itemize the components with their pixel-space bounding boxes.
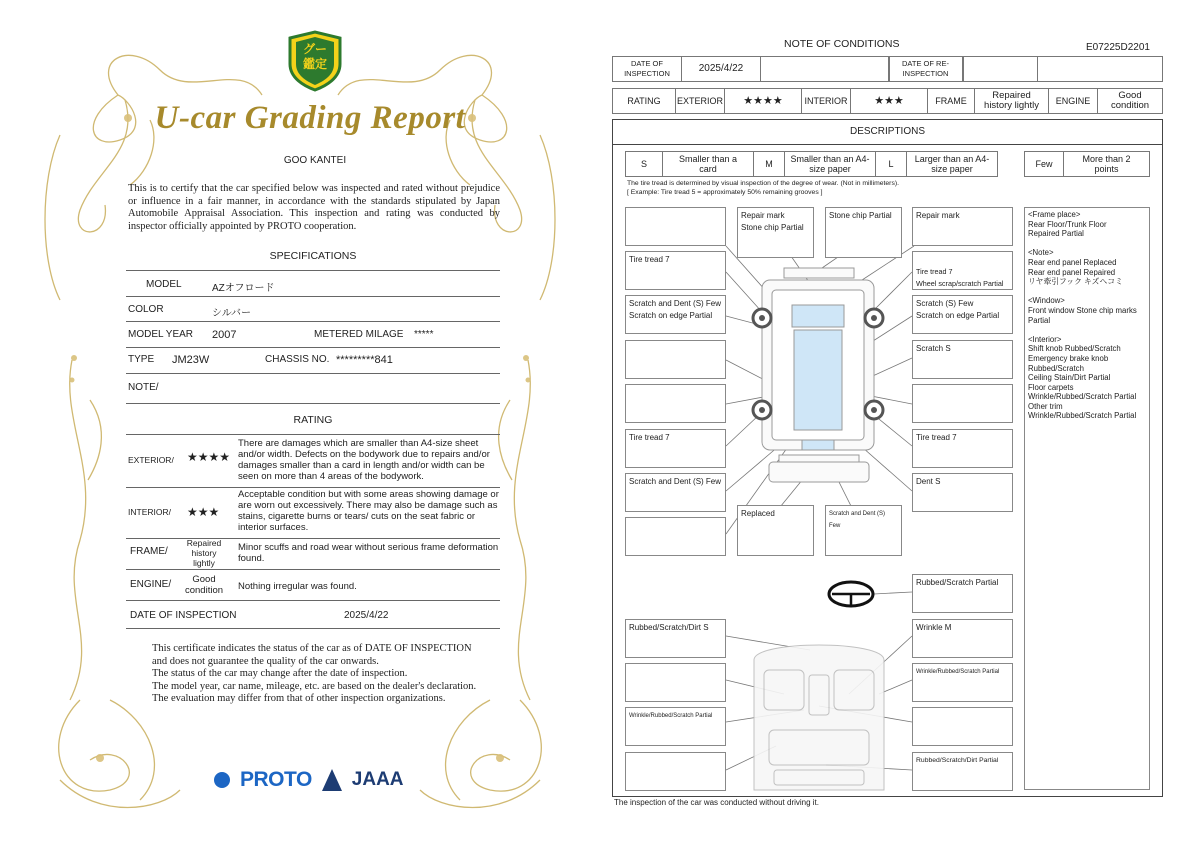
damage-box-left-1: Tire tread 7	[625, 251, 726, 290]
type-value: JM23W	[172, 354, 210, 366]
model-label: MODEL	[146, 279, 182, 290]
engine-description: Nothing irregular was found.	[238, 581, 357, 592]
damage-box-top-mid-2: Stone chip Partial	[825, 207, 902, 258]
goo-kantei-badge	[286, 30, 344, 92]
certificate-subtitle: GOO KANTEI	[283, 155, 347, 166]
chassis-label: CHASSIS NO.	[265, 354, 330, 365]
interior-box-right-4: Rubbed/Scratch/Dirt Partial	[912, 752, 1013, 791]
steering-wheel-icon	[829, 582, 873, 606]
date-of-inspection-label: DATE OF INSPECTION	[130, 610, 237, 621]
legend-s-text: Smaller than a card	[662, 151, 754, 177]
badge-text: グー 鑑定	[302, 42, 327, 71]
damage-box-left-4	[625, 384, 726, 423]
damage-box-right-3: Scratch S	[912, 340, 1013, 379]
rating-label: RATING	[612, 88, 676, 114]
interior-box-right-1: Wrinkle M	[912, 619, 1013, 658]
damage-box-left-3	[625, 340, 726, 379]
interior-box-steering: Rubbed/Scratch Partial	[912, 574, 1013, 613]
damage-box-right-1-text: Tire tread 7 Wheel scrap/scratch Partial	[916, 267, 1004, 288]
color-value: シルバー	[212, 308, 252, 319]
tire-note-2: [ Example: Tire tread 5 = approximately 50% remaining grooves ]	[627, 189, 823, 196]
certificate-title: U-car Grading Report	[154, 100, 466, 136]
descriptions-label: DESCRIPTIONS	[612, 119, 1163, 145]
legend-few-text: More than 2 points	[1063, 151, 1150, 177]
frame-description: Minor scuffs and road wear without serious frame deformation found.	[238, 542, 499, 564]
notes-panel-text: <Frame place> Rear Floor/Trunk Floor Repaired Partial <Note> Rear end panel Replaced Rear end panel Repaired リヤ牽引フック キズヘコミ <Window> Front window Stone chip marks Partial <Interior> Shift knob Rubbed/Scratch Emergency brake knob Rubbed/Scratch Ceiling Stain/Dirt Partial Floor carpets Wrinkle/Rubbed/Scratch Partial Other trim Wrinkle/Rubbed/Scratch Partial	[1028, 210, 1137, 421]
interior-stars: ★★★	[187, 505, 220, 519]
interior-box-right-2: Wrinkle/Rubbed/Scratch Partial	[912, 663, 1013, 702]
interior-description: Acceptable condition but with some areas showing damage or are worn out excessively. There may also be damage such as stains, cigarette burns or tears/ cuts on the seat fabric or interior surfaces.	[238, 489, 499, 533]
type-label: TYPE	[128, 354, 155, 365]
exterior-stars: ★★★★	[187, 450, 231, 464]
date-of-inspection-value: 2025/4/22	[681, 56, 761, 82]
exterior-stars: ★★★★	[724, 88, 802, 114]
engine-value: Good condition	[1097, 88, 1163, 114]
date-of-inspection-value: 2025/4/22	[344, 610, 389, 621]
interior-box-left-3: Wrinkle/Rubbed/Scratch Partial	[625, 707, 726, 746]
exterior-label: EXTERIOR/	[128, 455, 174, 465]
damage-box-top-left	[625, 207, 726, 246]
document-id: E07225D2201	[1086, 42, 1150, 53]
legend-m-text: Smaller than an A4-size paper	[784, 151, 876, 177]
legend-l: L	[875, 151, 907, 177]
interior-box-left-2	[625, 663, 726, 702]
model-value: AZオフロード	[212, 283, 275, 294]
note-label: NOTE/	[128, 382, 159, 393]
interior-label: INTERIOR	[801, 88, 851, 114]
interior-box-left-4	[625, 752, 726, 791]
color-label: COLOR	[128, 304, 164, 315]
damage-box-right-1	[912, 251, 1013, 290]
damage-box-left-2: Scratch and Dent (S) Few Scratch on edge Partial	[625, 295, 726, 334]
damage-box-right-5: Tire tread 7	[912, 429, 1013, 468]
chassis-value: *********841	[336, 354, 393, 366]
jaaa-logo-icon	[322, 769, 342, 791]
exterior-label: EXTERIOR	[675, 88, 725, 114]
mileage-value: *****	[414, 329, 434, 340]
legend-m: M	[753, 151, 785, 177]
damage-box-left-6: Scratch and Dent (S) Few	[625, 473, 726, 512]
damage-box-right-2: Scratch (S) Few Scratch on edge Partial	[912, 295, 1013, 334]
certificate-intro: This is to certify that the car specified below was inspected and rated without prejudice or influence in a fair manner, in accordance with the standards stipulated by Japan Automobile Appraisal Association. This inspection and rating was conducted by inspector officially appointed by PROTO cooperation.	[128, 183, 500, 232]
damage-box-top-mid-1: Repair mark Stone chip Partial	[737, 207, 814, 258]
note-of-conditions	[604, 0, 1200, 848]
proto-logo: PROTO	[240, 768, 312, 791]
damage-box-bottom-mid-2: Scratch and Dent (S) Few	[825, 505, 902, 556]
damage-box-top-right: Repair mark	[912, 207, 1013, 246]
frame-value: Repaired history lightly	[974, 88, 1049, 114]
interior-box-left-1: Rubbed/Scratch/Dirt S	[625, 619, 726, 658]
model-year-label: MODEL YEAR	[128, 329, 194, 340]
mileage-label: METERED MILAGE	[314, 329, 404, 340]
interior-box-right-3	[912, 707, 1013, 746]
frame-label: FRAME/	[130, 546, 168, 557]
specifications-header: SPECIFICATIONS	[269, 250, 357, 262]
damage-box-left-7	[625, 517, 726, 556]
damage-box-left-5: Tire tread 7	[625, 429, 726, 468]
note-title: NOTE OF CONDITIONS	[784, 38, 900, 50]
damage-box-right-4	[912, 384, 1013, 423]
rating-header: RATING	[293, 414, 333, 426]
date-of-inspection-label: DATE OF INSPECTION	[612, 56, 682, 82]
note-footer: The inspection of the car was conducted without driving it.	[614, 798, 819, 807]
model-year-value: 2007	[212, 329, 237, 341]
frame-value: Repaired history lightly	[186, 538, 222, 568]
jaaa-logo: JAAA	[351, 769, 404, 790]
frame-label: FRAME	[927, 88, 975, 114]
legend-s: S	[625, 151, 663, 177]
proto-logo-icon	[214, 772, 230, 788]
certificate-footer: This certificate indicates the status of the car as of DATE OF INSPECTION and does not guarantee the quality of the car onwards. The status of the car may change after the date of inspection. The model year, car name, mileage, etc. are based on the dealer's declaration. The evaluation may differ from that of other inspection organizations.	[152, 643, 477, 704]
engine-label: ENGINE	[1048, 88, 1098, 114]
legend-l-text: Larger than an A4-size paper	[906, 151, 998, 177]
date-of-reinspection-label: DATE OF RE-INSPECTION	[888, 56, 963, 82]
interior-label: INTERIOR/	[128, 507, 171, 517]
tire-note-1: The tire tread is determined by visual inspection of the degree of wear. (Not in millimeters).	[627, 180, 899, 187]
legend-few: Few	[1024, 151, 1064, 177]
interior-stars: ★★★	[850, 88, 928, 114]
damage-box-bottom-mid-1: Replaced	[737, 505, 814, 556]
engine-label: ENGINE/	[130, 579, 172, 590]
brand-logos	[214, 768, 404, 792]
engine-value: Good condition	[184, 574, 224, 596]
damage-box-right-6: Dent S	[912, 473, 1013, 512]
exterior-description: There are damages which are smaller than A4-size sheet and/or width. Defects on the bodywork due to repairs and/or damages smaller than a card in length and/or width can be seen on more than 4 areas of the bodywork.	[238, 438, 490, 482]
